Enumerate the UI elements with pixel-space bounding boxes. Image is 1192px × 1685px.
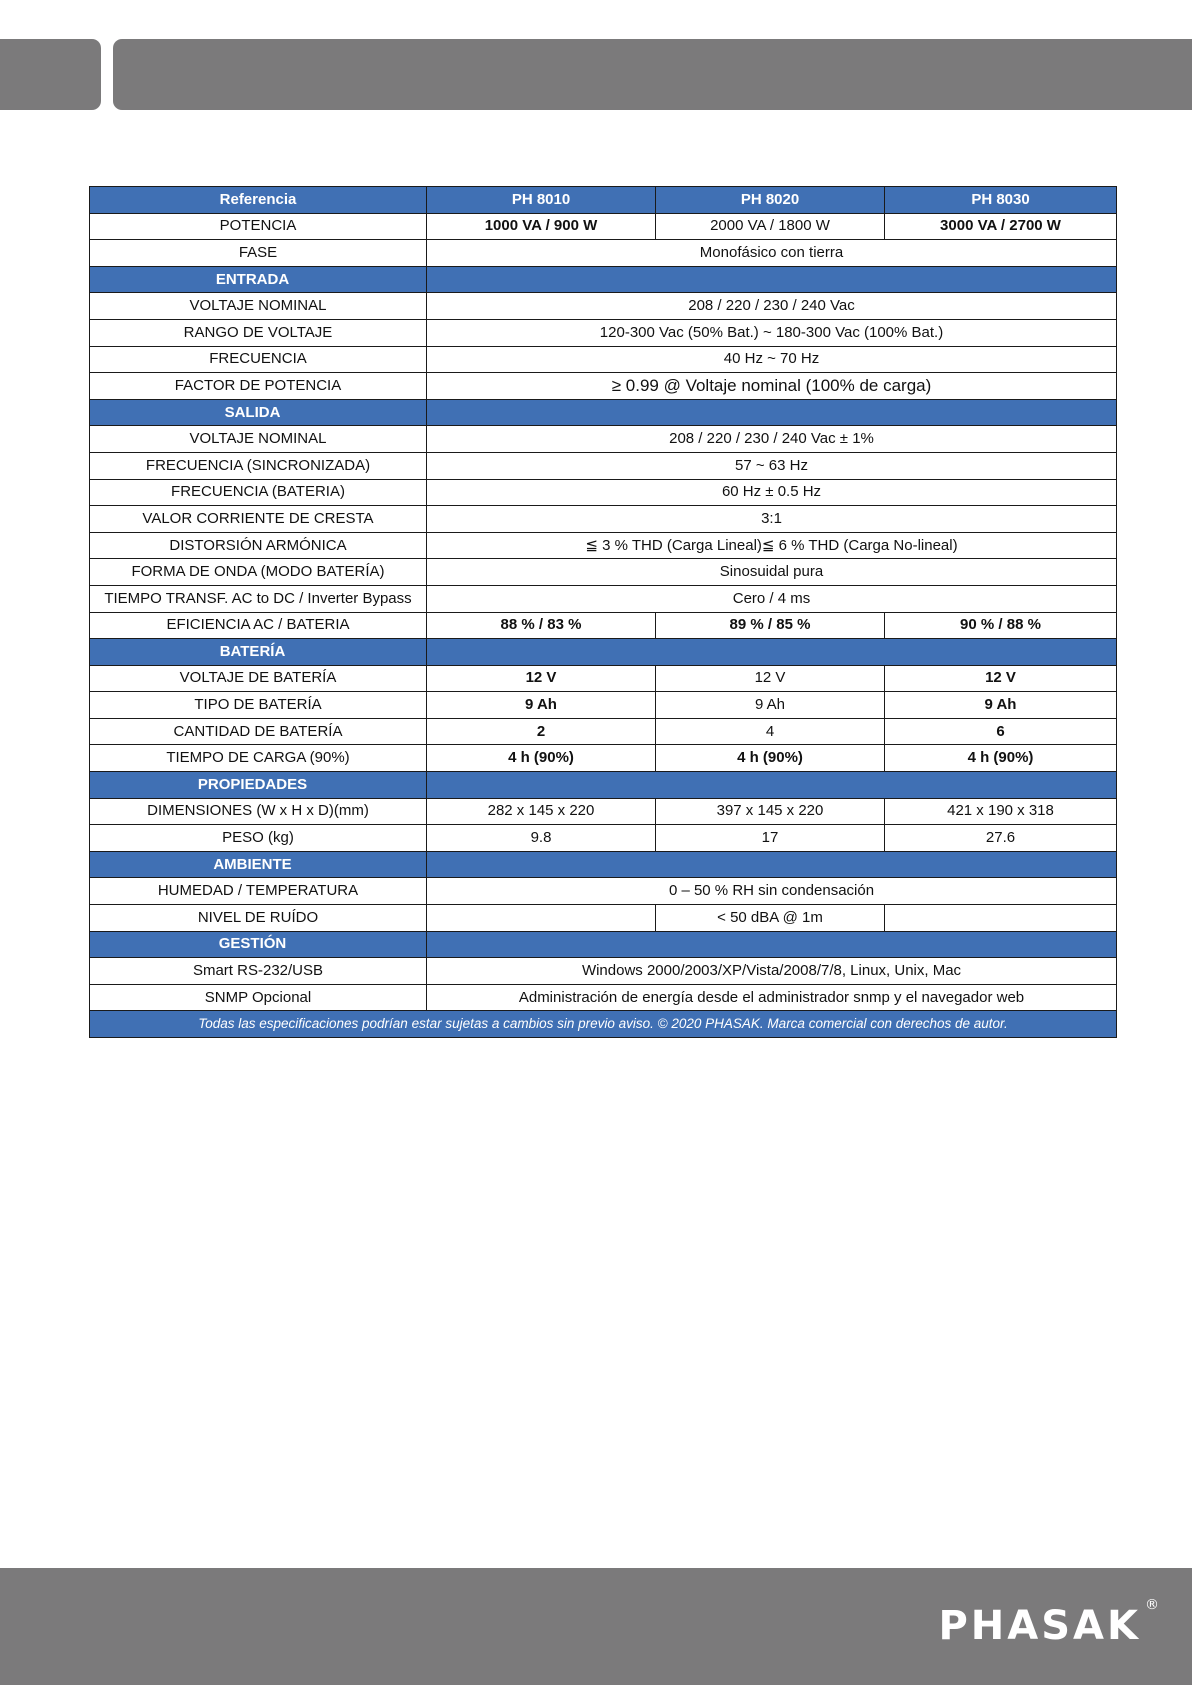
- cell-model-1: 12 V: [427, 665, 656, 692]
- section-header-bateria: [90, 639, 1117, 666]
- cell-value: 208 / 220 / 230 / 240 Vac ± 1%: [427, 426, 1117, 453]
- table-row: [90, 293, 1117, 320]
- table-row: [90, 958, 1117, 985]
- row-label: TIEMPO DE CARGA (90%): [90, 745, 427, 772]
- row-label: SNMP Opcional: [90, 984, 427, 1011]
- cell-model-2: 17: [656, 825, 885, 852]
- row-label: DIMENSIONES (W x H x D)(mm): [90, 798, 427, 825]
- section-title: ENTRADA: [90, 266, 427, 293]
- table-footnote-row: [90, 1011, 1117, 1038]
- cell-value: 0 – 50 % RH sin condensación: [427, 878, 1117, 905]
- cell-model-3: 6: [885, 718, 1117, 745]
- header-referencia: Referencia: [90, 187, 427, 214]
- cell-model-1: 1000 VA / 900 W: [427, 213, 656, 240]
- section-title: SALIDA: [90, 399, 427, 426]
- table-row: [90, 346, 1117, 373]
- cell-model-3: [885, 905, 1117, 932]
- section-title: GESTIÓN: [90, 931, 427, 958]
- section-fill: [427, 639, 1117, 666]
- table-row: [90, 798, 1117, 825]
- row-label: VALOR CORRIENTE DE CRESTA: [90, 506, 427, 533]
- cell-value: 57 ~ 63 Hz: [427, 452, 1117, 479]
- cell-value: 208 / 220 / 230 / 240 Vac: [427, 293, 1117, 320]
- row-label: VOLTAJE DE BATERÍA: [90, 665, 427, 692]
- footer-band: [0, 1568, 1192, 1685]
- cell-model-1: [427, 905, 656, 932]
- cell-model-2: 2000 VA / 1800 W: [656, 213, 885, 240]
- cell-value: 40 Hz ~ 70 Hz: [427, 346, 1117, 373]
- cell-model-2: 4 h (90%): [656, 745, 885, 772]
- section-title: AMBIENTE: [90, 851, 427, 878]
- table-row: [90, 585, 1117, 612]
- cell-model-2: 4: [656, 718, 885, 745]
- spec-table-container: [89, 186, 1116, 1038]
- header-model-1: PH 8010: [427, 187, 656, 214]
- row-label: TIEMPO TRANSF. AC to DC / Inverter Bypass: [90, 585, 427, 612]
- cell-value: ≥ 0.99 @ Voltaje nominal (100% de carga): [427, 373, 1117, 400]
- cell-model-1: 4 h (90%): [427, 745, 656, 772]
- section-header-propiedades: [90, 772, 1117, 799]
- section-header-ambiente: [90, 851, 1117, 878]
- cell-value: Windows 2000/2003/XP/Vista/2008/7/8, Linux, Unix, Mac: [427, 958, 1117, 985]
- cell-model-2: 89 % / 85 %: [656, 612, 885, 639]
- table-header-row: [90, 187, 1117, 214]
- cell-model-1: 2: [427, 718, 656, 745]
- row-label: Smart RS-232/USB: [90, 958, 427, 985]
- section-fill: [427, 266, 1117, 293]
- cell-value: 3:1: [427, 506, 1117, 533]
- cell-value: ≦ 3 % THD (Carga Lineal)≦ 6 % THD (Carga No-lineal): [427, 532, 1117, 559]
- cell-model-2: 12 V: [656, 665, 885, 692]
- section-header-gestion: [90, 931, 1117, 958]
- cell-model-3: 4 h (90%): [885, 745, 1117, 772]
- cell-value: 60 Hz ± 0.5 Hz: [427, 479, 1117, 506]
- row-label: EFICIENCIA AC / BATERIA: [90, 612, 427, 639]
- spec-table: [89, 186, 1117, 1038]
- row-label: FORMA DE ONDA (MODO BATERÍA): [90, 559, 427, 586]
- section-title: BATERÍA: [90, 639, 427, 666]
- row-label: FACTOR DE POTENCIA: [90, 373, 427, 400]
- cell-model-1: 88 % / 83 %: [427, 612, 656, 639]
- cell-model-3: 9 Ah: [885, 692, 1117, 719]
- table-row: [90, 825, 1117, 852]
- table-row: [90, 745, 1117, 772]
- row-label: FRECUENCIA (BATERIA): [90, 479, 427, 506]
- section-title: PROPIEDADES: [90, 772, 427, 799]
- table-row: [90, 452, 1117, 479]
- table-row: [90, 213, 1117, 240]
- table-row: [90, 665, 1117, 692]
- table-row: [90, 984, 1117, 1011]
- row-label: VOLTAJE NOMINAL: [90, 293, 427, 320]
- table-row: [90, 479, 1117, 506]
- table-row: [90, 612, 1117, 639]
- table-row: [90, 692, 1117, 719]
- cell-model-3: 27.6: [885, 825, 1117, 852]
- row-label: NIVEL DE RUÍDO: [90, 905, 427, 932]
- row-label: DISTORSIÓN ARMÓNICA: [90, 532, 427, 559]
- registered-mark: ®: [1145, 1597, 1162, 1613]
- table-row: [90, 718, 1117, 745]
- table-row: [90, 240, 1117, 267]
- row-label: VOLTAJE NOMINAL: [90, 426, 427, 453]
- row-label: PESO (kg): [90, 825, 427, 852]
- section-fill: [427, 399, 1117, 426]
- table-row: [90, 426, 1117, 453]
- row-label: HUMEDAD / TEMPERATURA: [90, 878, 427, 905]
- row-label: FRECUENCIA: [90, 346, 427, 373]
- cell-value: Administración de energía desde el administrador snmp y el navegador web: [427, 984, 1117, 1011]
- cell-model-2: < 50 dBA @ 1m: [656, 905, 885, 932]
- cell-model-3: 421 x 190 x 318: [885, 798, 1117, 825]
- section-header-salida: [90, 399, 1117, 426]
- cell-model-1: 282 x 145 x 220: [427, 798, 656, 825]
- cell-model-3: 12 V: [885, 665, 1117, 692]
- header-tab-left: [0, 39, 101, 110]
- row-label: TIPO DE BATERÍA: [90, 692, 427, 719]
- cell-value: Sinosuidal pura: [427, 559, 1117, 586]
- cell-model-1: 9 Ah: [427, 692, 656, 719]
- cell-value: Cero / 4 ms: [427, 585, 1117, 612]
- table-row: [90, 878, 1117, 905]
- table-row: [90, 905, 1117, 932]
- row-label: POTENCIA: [90, 213, 427, 240]
- section-fill: [427, 851, 1117, 878]
- cell-model-3: 90 % / 88 %: [885, 612, 1117, 639]
- cell-value: Monofásico con tierra: [427, 240, 1117, 267]
- table-row: [90, 532, 1117, 559]
- table-row: [90, 373, 1117, 400]
- cell-value: 120-300 Vac (50% Bat.) ~ 180-300 Vac (100% Bat.): [427, 319, 1117, 346]
- cell-model-1: 9.8: [427, 825, 656, 852]
- brand-logo: [938, 1597, 1162, 1649]
- table-row: [90, 559, 1117, 586]
- row-label: FRECUENCIA (SINCRONIZADA): [90, 452, 427, 479]
- cell-model-3: 3000 VA / 2700 W: [885, 213, 1117, 240]
- section-header-entrada: [90, 266, 1117, 293]
- cell-model-2: 397 x 145 x 220: [656, 798, 885, 825]
- table-row: [90, 506, 1117, 533]
- cell-model-2: 9 Ah: [656, 692, 885, 719]
- section-fill: [427, 772, 1117, 799]
- header-band: [113, 39, 1192, 110]
- header-model-3: PH 8030: [885, 187, 1117, 214]
- logo-text: PHASAK: [938, 1603, 1141, 1649]
- row-label: RANGO DE VOLTAJE: [90, 319, 427, 346]
- row-label: CANTIDAD DE BATERÍA: [90, 718, 427, 745]
- header-model-2: PH 8020: [656, 187, 885, 214]
- section-fill: [427, 931, 1117, 958]
- row-label: FASE: [90, 240, 427, 267]
- footnote: Todas las especificaciones podrían estar sujetas a cambios sin previo aviso. © 2020 PHASAK. Marca comercial con derechos de autor.: [90, 1011, 1117, 1038]
- table-row: [90, 319, 1117, 346]
